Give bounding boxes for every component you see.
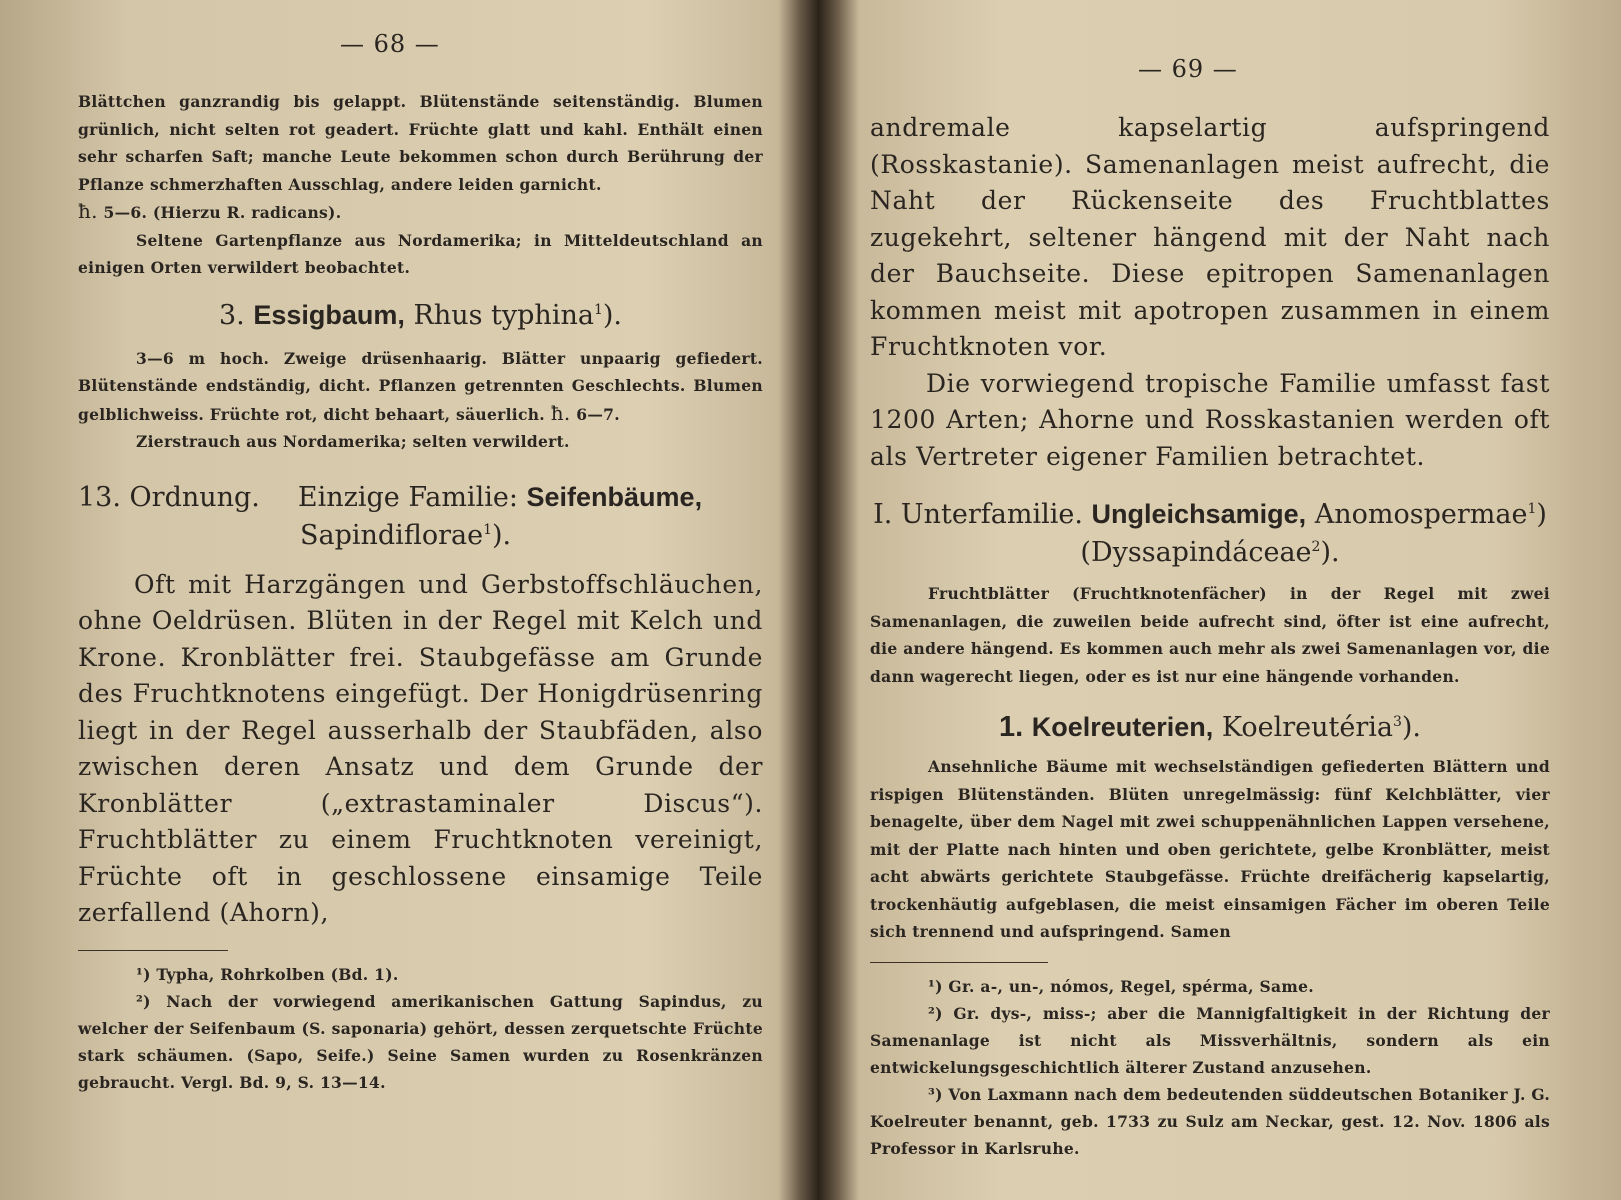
body-text: Oft mit Harzgängen und Gerbstoffschläuchen, ohne Oeldrüsen. Blüten in der Regel mit Kelch und Krone. Kronblätter frei. Staubgefässe am Grunde des Fruchtknotens eingefügt. Der Honigdrüsenring liegt in der Regel ausserhalb der Staubfäden, also zwischen deren Ansatz und dem Grunde der Kronblätter („extrastaminaler Discus“). Fruchtblätter zu einem Fruchtknoten vereinigt, Früchte oft in geschlossene einsamige Teile zerfallend (Ahorn), bbox=[78, 569, 763, 927]
page-number: — 69 — bbox=[1138, 55, 1238, 83]
paragraph: Ansehnliche Bäume mit wechselständigen gefiederten Blättern und rispigen Blütenständen. Blüten unregelmässig: fünf Kelchblätter, vier benagelte, über dem Nagel mit zwei schuppenähnlichen Lappen versehene, mit der Platte nach hinten und oben gerichtete, gelbe Kronblätter, meist acht abwärts gerichtete Staubgefässe. Früchte dreifächerig kapselartig, trockenhäutig aufgeblasen, die meist einsamigen Fächer im oberen Teile sich trennend und aufspringend. Samen bbox=[870, 757, 1550, 941]
footnote: ¹) Typha, Rohrkolben (Bd. 1). bbox=[136, 964, 399, 984]
shrub-symbol: ħ. bbox=[550, 400, 571, 425]
shrub-symbol: ħ. bbox=[78, 199, 98, 223]
footnote: ¹) Gr. a-, un-, nómos, Regel, spérma, Same. bbox=[928, 976, 1314, 996]
left-page bbox=[0, 0, 800, 1200]
paragraph: Blättchen ganzrandig bis gelappt. Blütenstände seitenständig. Blumen grünlich, nicht selten rot geadert. Früchte glatt und kahl. Enthält einen sehr scharfen Saft; manche Leute bekommen schon durch Berührung der Pflanze schmerzhaften Ausschlag, andere leiden garnicht. ħ. 5—6. (Hierzu R. radicans). bbox=[78, 92, 763, 223]
paragraph: Zierstrauch aus Nordamerika; selten verwildert. bbox=[136, 432, 570, 451]
footnote: ²) Gr. dys-, miss-; aber die Mannigfaltigkeit in der Richtung der Samenanlage ist nicht als Missverhältnis, sondern als ein entwickelungsgeschichtlich älterer Zustand anzusehen. bbox=[870, 1003, 1550, 1077]
footnote: ²) Nach der vorwiegend amerikanischen Gattung Sapindus, zu welcher der Seifenbaum (S. saponaria) gehört, dessen zerquetschte Früchte stark schäumen. (Sapo, Seife.) Seine Samen wurden zu Rosenkränzen gebraucht. Vergl. Bd. 9, S. 13—14. bbox=[78, 991, 763, 1092]
species-heading: 3. Essigbaum, Rhus typhina$^1$). bbox=[219, 299, 622, 331]
genus-heading: 1. Koelreuterien, Koelreutéria$^3$). bbox=[998, 711, 1422, 743]
subfamily-heading: I. Unterfamilie. Ungleichsamige, Anomospermae$^1$) (Dyssapindáceae$^2$). bbox=[873, 499, 1547, 568]
body-text: andremale kapselartig aufspringend (Rosskastanie). Samenanlagen meist aufrecht, die Naht der Rückenseite des Fruchtblattes zugekehrt, seltener hängend mit der Naht nach der Bauchseite. Diese epitropen Samenanlagen kommen meist mit apotropen zusammen in einem Fruchtknoten vor. bbox=[870, 113, 1550, 361]
footnote-rule bbox=[78, 950, 228, 951]
page-number: — 68 — bbox=[340, 30, 440, 58]
footnote-rule bbox=[870, 962, 1048, 963]
paragraph: Fruchtblätter (Fruchtknotenfächer) in der Regel mit zwei Samenanlagen, die zuweilen beide aufrecht sind, öfter ist eine aufrecht, die andere hängend. Es kommen auch mehr als zwei Samenanlagen vor, die dann wagerecht liegen, oder es ist nur eine hängende vorhanden. bbox=[870, 584, 1550, 686]
left-column bbox=[78, 88, 763, 1096]
right-column bbox=[870, 110, 1550, 1162]
paragraph: Seltene Gartenpflanze aus Nordamerika; in Mitteldeutschland an einigen Orten verwildert beobachtet. bbox=[78, 230, 763, 277]
footnote: ³) Von Laxmann nach dem bedeutenden süddeutschen Botaniker J. G. Koelreuter benannt, geb. 1733 zu Sulz am Neckar, gest. 12. Nov. 1806 als Professor in Karlsruhe. bbox=[870, 1084, 1551, 1158]
body-text: Die vorwiegend tropische Familie umfasst fast 1200 Arten; Ahorne und Rosskastanien werden oft als Vertreter eigener Familien betrachtet. bbox=[870, 368, 1550, 471]
order-heading: 13. Ordnung. Einzige Familie: Seifenbäume, Sapindiflorae$^1$). bbox=[78, 481, 703, 551]
right-page bbox=[820, 0, 1621, 1200]
paragraph: 3—6 m hoch. Zweige drüsenhaarig. Blätter unpaarig gefiedert. Blütenstände endständig, dicht. Pflanzen getrennten Geschlechts. Blumen gelblichweiss. Früchte rot, dicht behaart, säuerlich. ħ. 6—7. bbox=[78, 348, 763, 425]
